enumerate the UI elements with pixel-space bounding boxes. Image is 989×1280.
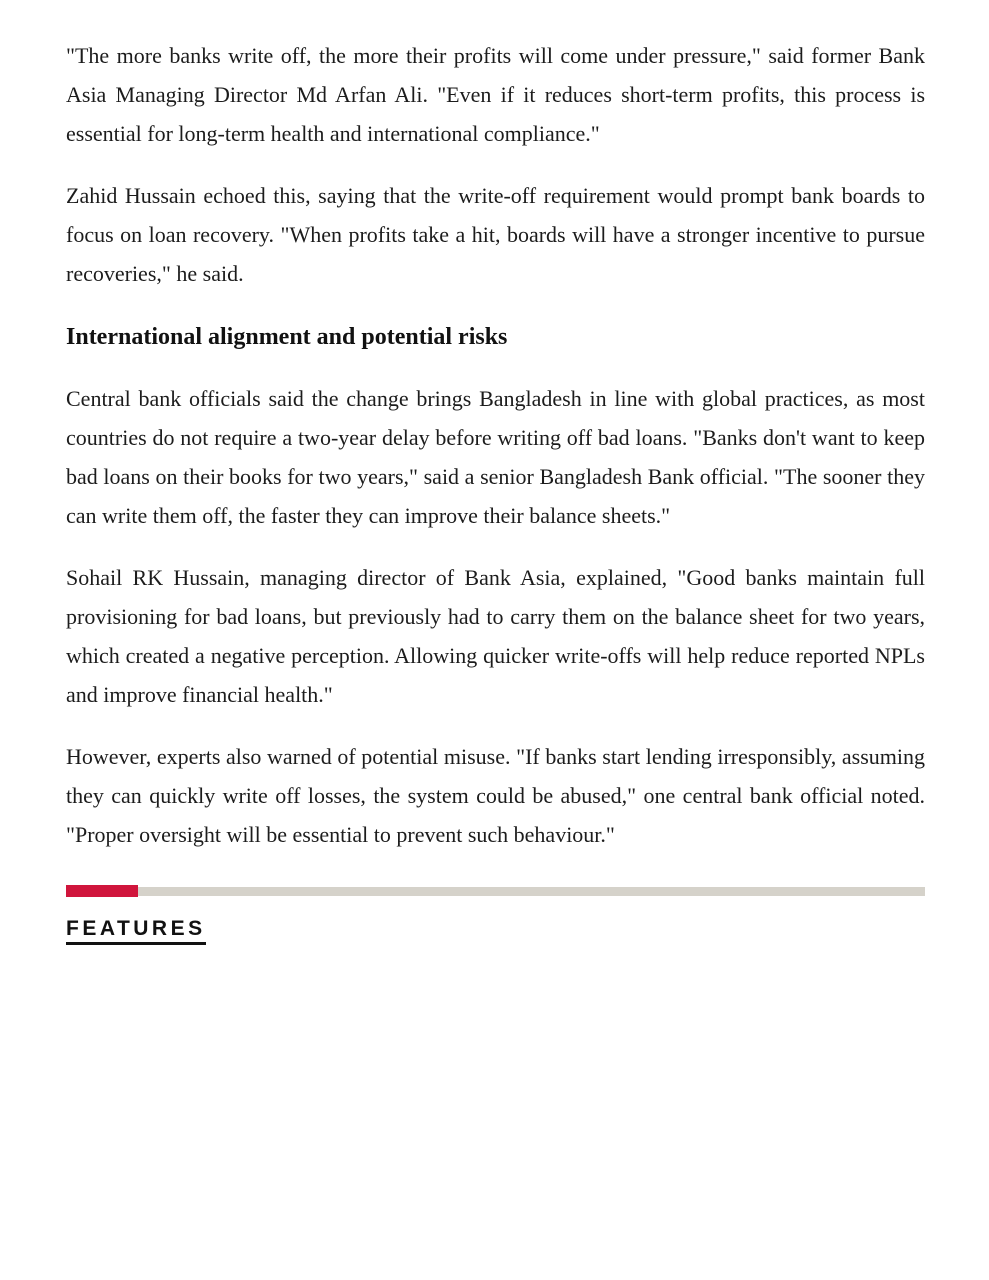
article-body — [66, 36, 925, 945]
divider-accent-bar — [66, 885, 138, 897]
paragraph: Zahid Hussain echoed this, saying that the write-off requirement would prompt bank boards to focus on loan recovery. "When profits take a hit, boards will have a stronger incentive to pursue recoveries," he said. — [66, 183, 925, 286]
paragraph: Sohail RK Hussain, managing director of Bank Asia, explained, "Good banks maintain full provisioning for bad loans, but previously had to carry them on the balance sheet for two years, which created a negative perception. Allowing quicker write-offs will help reduce reported NPLs and improve financial health." — [66, 565, 925, 707]
paragraph: "The more banks write off, the more their profits will come under pressure," said former Bank Asia Managing Director Md Arfan Ali. "Even if it reduces short-term profits, this process is essential for long-term health and international compliance." — [66, 43, 925, 146]
features-section-link[interactable]: FEATURES — [66, 917, 206, 945]
paragraph: Central bank officials said the change brings Bangladesh in line with global practices, as most countries do not require a two-year delay before writing off bad loans. "Banks don't want to keep bad loans on their books for two years," said a senior Bangladesh Bank official. "The sooner they can write them off, the faster they can improve their balance sheets." — [66, 386, 925, 528]
paragraph: However, experts also warned of potential misuse. "If banks start lending irresponsibly, assuming they can quickly write off losses, the system could be abused," one central bank official noted. "Proper oversight will be essential to prevent such behaviour." — [66, 744, 925, 847]
section-subheading: International alignment and potential risks — [66, 324, 508, 350]
section-divider — [66, 885, 925, 897]
divider-track-bar — [138, 887, 925, 896]
